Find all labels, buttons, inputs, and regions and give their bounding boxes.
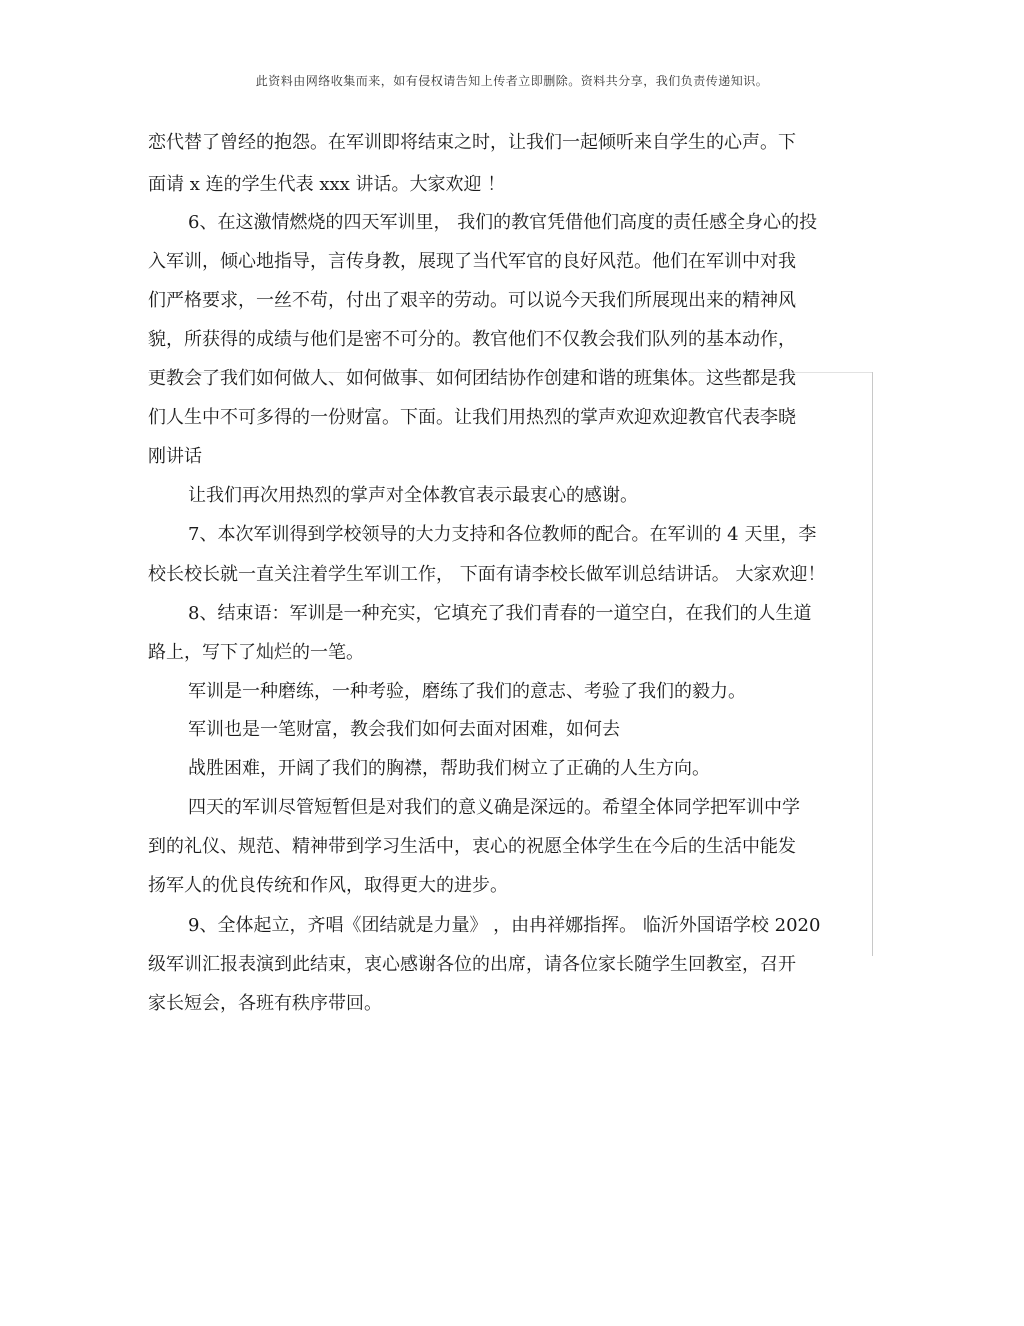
paragraph-line: 军训是一种磨练，一种考验，磨练了我们的意志、考验了我们的毅力。 [188,681,746,702]
paragraph-line: 更教会了我们如何做人、如何做事、如何团结协作创建和谐的班集体。这些都是我 [148,368,796,389]
paragraph-line: 四天的军训尽管短暂但是对我们的意义确是深远的。希望全体同学把军训中学 [188,797,800,818]
paragraph-line: 6、在这激情燃烧的四天军训里， 我们的教官凭借他们高度的责任感全身心的投 [188,212,818,233]
paragraph-line: 扬军人的优良传统和作风，取得更大的进步。 [148,875,508,896]
paragraph-line: 战胜困难，开阔了我们的胸襟，帮助我们树立了正确的人生方向。 [188,758,710,779]
paragraph-line: 家长短会，各班有秩序带回。 [148,993,382,1014]
paragraph-line: 军训也是一笔财富，教会我们如何去面对困难，如何去 [188,719,620,740]
paragraph-line: 们人生中不可多得的一份财富。下面。让我们用热烈的掌声欢迎欢迎教官代表李晓 [148,407,796,428]
paragraph-line: 路上，写下了灿烂的一笔。 [148,642,364,663]
paragraph-line: 们严格要求，一丝不苟，付出了艰辛的劳动。可以说今天我们所展现出来的精神风 [148,290,796,311]
paragraph-line: 校长校长就一直关注着学生军训工作， 下面有请李校长做军训总结讲话。 大家欢迎！ [148,564,826,585]
paragraph-line: 面请 x 连的学生代表 xxx 讲话。大家欢迎 ！ [148,174,506,195]
paragraph-line: 恋代替了曾经的抱怨。在军训即将结束之时，让我们一起倾听来自学生的心声。下 [148,132,796,153]
paragraph-line: 到的礼仪、规范、精神带到学习生活中，衷心的祝愿全体学生在今后的生活中能发 [148,836,796,857]
paragraph-line: 8、结束语：军训是一种充实，它填充了我们青春的一道空白，在我们的人生道 [188,603,812,624]
copyright-header-note: 此资料由网络收集而来，如有侵权请告知上传者立即删除。资料共分享，我们负责传递知识。 [255,74,769,88]
paragraph-line: 级军训汇报表演到此结束，衷心感谢各位的出席，请各位家长随学生回教室，召开 [148,954,796,975]
paragraph-line: 入军训，倾心地指导，言传身教，展现了当代军官的良好风范。他们在军训中对我 [148,251,796,272]
paragraph-line: 刚讲话 [148,446,202,467]
paragraph-line: 让我们再次用热烈的掌声对全体教官表示最衷心的感谢。 [188,485,638,506]
paragraph-line: 9、全体起立，齐唱《团结就是力量》 ，由冉祥娜指挥。 临沂外国语学校 2020 [188,915,821,936]
paragraph-line: 7、本次军训得到学校领导的大力支持和各位教师的配合。在军训的 4 天里，李 [188,524,817,545]
paragraph-line: 貌，所获得的成绩与他们是密不可分的。教官他们不仅教会我们队列的基本动作， [148,329,796,350]
